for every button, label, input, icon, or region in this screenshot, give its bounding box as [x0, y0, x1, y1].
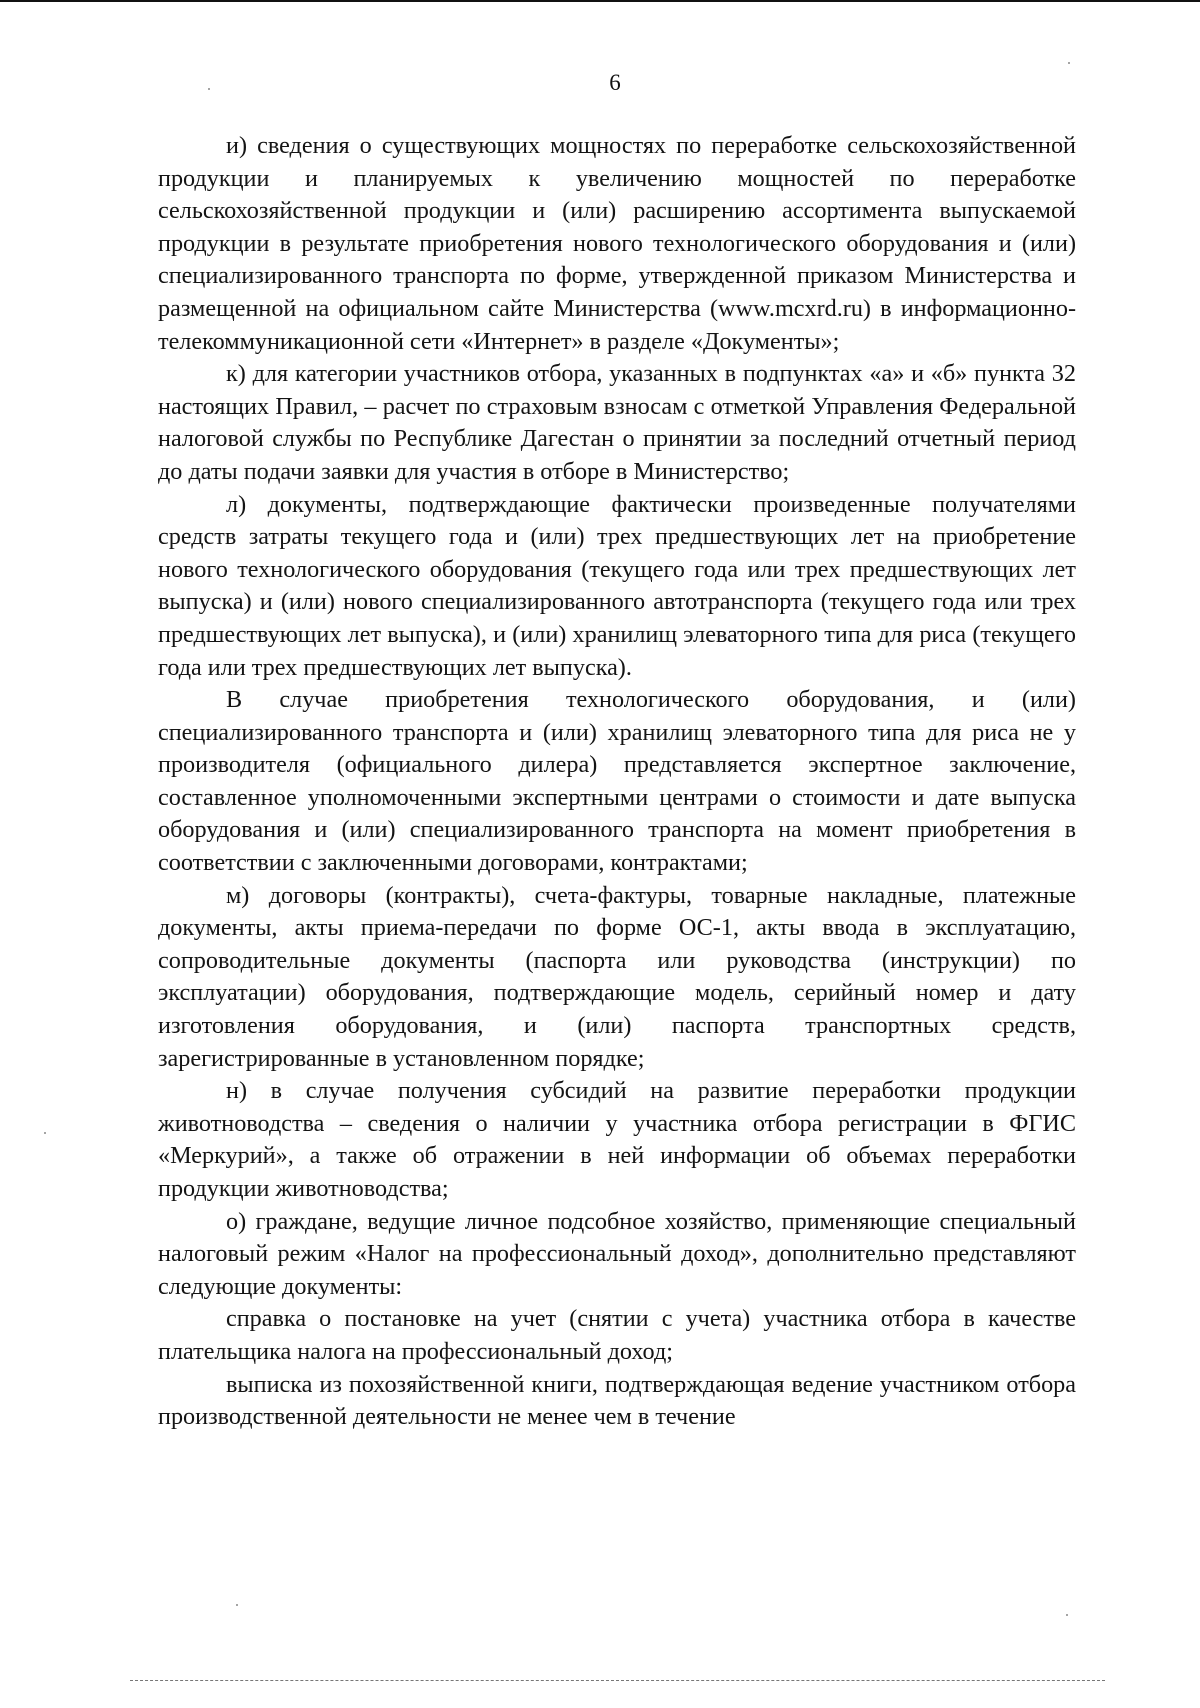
scan-speck	[236, 1604, 238, 1606]
scan-speck	[44, 1132, 46, 1134]
scan-speck	[1068, 62, 1070, 64]
paragraph-expert-conclusion: В случае приобретения технологического оборудования, и (или) специализированного транспорта и (или) хранилищ элеваторного типа для риса не у производителя (официального дилера) представляется экспертное заключение, составленное уполномоченными экспертными центрами о стоимости и дате выпуска оборудования и (или) специализированного транспорта на момент приобретения в соответствии с заключенными договорами, контрактами;	[158, 686, 1076, 877]
paragraph-household-book: выписка из похозяйственной книги, подтверждающая ведение участником отбора производственной деятельности не менее чем в течение	[158, 1370, 1076, 1431]
scan-footer-line	[130, 1680, 1105, 1681]
paragraph-n: н) в случае получения субсидий на развитие переработки продукции животноводства – сведения о наличии у участника отбора регистрации в ФГИС «Меркурий», а также об отражении в ней информации об объемах переработки продукции животноводства;	[158, 1077, 1076, 1202]
document-body	[158, 130, 1076, 1434]
scan-speck	[1066, 1614, 1068, 1616]
paragraph-m: м) договоры (контракты), счета-фактуры, товарные накладные, платежные документы, акты приема-передачи по форме ОС-1, акты ввода в эксплуатацию, сопроводительные документы (паспорта или руководства (инструкции) по эксплуатации) оборудования, подтверждающие модель, серийный номер и дату изготовления оборудования, и (или) паспорта транспортных средств, зарегистрированные в установленном порядке;	[158, 881, 1076, 1072]
paragraph-tax-registration: справка о постановке на учет (снятии с учета) участника отбора в качестве плательщика налога на профессиональный доход;	[158, 1305, 1076, 1365]
scan-speck	[208, 88, 210, 90]
paragraph-k: к) для категории участников отбора, указанных в подпунктах «а» и «б» пункта 32 настоящих Правил, – расчет по страховым взносам с отметкой Управления Федеральной налоговой службы по Республике Дагестан о принятии за последний отчетный период до даты подачи заявки для участия в отборе в Министерство;	[158, 360, 1076, 485]
paragraph-o: о) граждане, ведущие личное подсобное хозяйство, применяющие специальный налоговый режим «Налог на профессиональный доход», дополнительно представляют следующие документы:	[158, 1207, 1076, 1300]
paragraph-i: и) сведения о существующих мощностях по переработке сельскохозяйственной продукции и планируемых к увеличению мощностей по переработке сельскохозяйственной продукции и (или) расширению ассортимента выпускаемой продукции в результате приобретения нового технологического оборудования и (или) специализированного транспорта по форме, утвержденной приказом Министерства и размещенной на официальном сайте Министерства (www.mcxrd.ru) в информационно-телекоммуникационной сети «Интернет» в разделе «Документы»;	[158, 132, 1076, 355]
page-number: 6	[609, 70, 621, 95]
paragraph-l: л) документы, подтверждающие фактически произведенные получателями средств затраты текущего года и (или) трех предшествующих лет на приобретение нового технологического оборудования (текущего года или трех предшествующих лет выпуска) и (или) нового специализированного автотранспорта (текущего года или трех предшествующих лет выпуска), и (или) хранилищ элеваторного типа для риса (текущего года или трех предшествующих лет выпуска).	[158, 490, 1076, 681]
